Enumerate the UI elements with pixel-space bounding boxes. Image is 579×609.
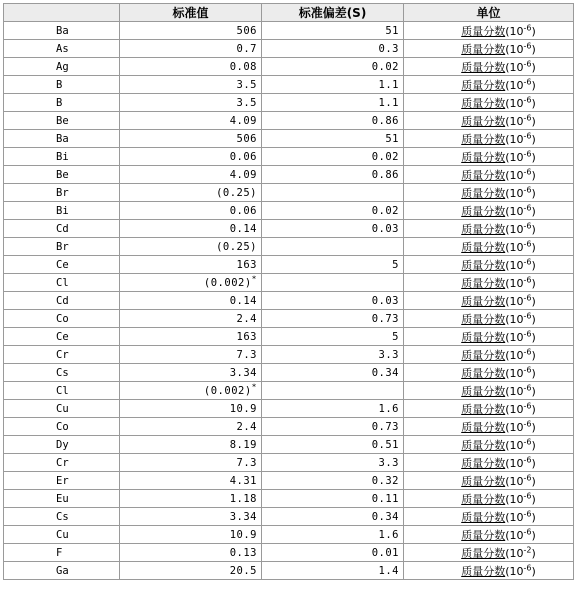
standard-deviation-cell: 0.01 <box>262 544 404 562</box>
unit-exponent: -6 <box>523 418 532 428</box>
standard-value-cell <box>120 256 262 274</box>
standard-value: 506 <box>236 24 257 37</box>
element-cell: Er <box>4 472 120 490</box>
standard-value: 2.4 <box>236 420 257 433</box>
unit-exponent: -6 <box>523 202 532 212</box>
table-row <box>4 526 574 544</box>
unit-cell: 质量分数$(10^{-6})$ <box>404 364 574 382</box>
unit-label: 质量分数 <box>461 222 506 236</box>
table-row <box>4 148 574 166</box>
element-cell: Co <box>4 310 120 328</box>
unit-label: 质量分数 <box>461 240 506 254</box>
standard-deviation-cell: 0.34 <box>262 508 404 526</box>
standard-value: 3.34 <box>229 366 257 379</box>
standard-value-cell <box>120 490 262 508</box>
standard-deviation-cell: 1.6 <box>262 400 404 418</box>
standard-value-cell <box>120 400 262 418</box>
unit-label: 质量分数 <box>461 456 506 470</box>
unit-label: 质量分数 <box>461 96 506 110</box>
table-row <box>4 112 574 130</box>
standard-value: 3.5 <box>236 78 257 91</box>
standard-value-cell <box>120 274 262 292</box>
unit-label: 质量分数 <box>461 546 506 560</box>
unit-cell: 质量分数$(10^{-6})$ <box>404 274 574 292</box>
standard-value: 4.09 <box>229 168 257 181</box>
unit-exponent: -6 <box>523 472 532 482</box>
standard-value: 3.34 <box>229 510 257 523</box>
table-row <box>4 184 574 202</box>
header-element <box>4 4 120 22</box>
unit-exponent: -6 <box>523 130 532 140</box>
table-row <box>4 202 574 220</box>
unit-cell: 质量分数$(10^{-6})$ <box>404 382 574 400</box>
unit-exponent: -2 <box>523 544 532 554</box>
unit-label: 质量分数 <box>461 564 506 578</box>
unit-cell: 质量分数$(10^{-6})$ <box>404 472 574 490</box>
unit-cell: 质量分数$(10^{-6})$ <box>404 292 574 310</box>
standard-deviation-cell: 0.86 <box>262 166 404 184</box>
standard-value: 7.3 <box>236 456 257 469</box>
standard-deviation-cell: 0.02 <box>262 58 404 76</box>
element-cell: Cu <box>4 526 120 544</box>
unit-exponent: -6 <box>523 508 532 518</box>
element-cell: Cr <box>4 454 120 472</box>
unit-label: 质量分数 <box>461 276 506 290</box>
unit-exponent: -6 <box>523 562 532 572</box>
unit-cell: 质量分数$(10^{-6})$ <box>404 220 574 238</box>
header-unit: 单位 <box>404 4 574 22</box>
standard-value: 506 <box>236 132 257 145</box>
unit-label: 质量分数 <box>461 330 506 344</box>
unit-cell: 质量分数$(10^{-6})$ <box>404 346 574 364</box>
standard-deviation-cell <box>262 382 404 400</box>
element-cell: Co <box>4 418 120 436</box>
unit-cell: 质量分数$(10^{-6})$ <box>404 130 574 148</box>
standard-value: 10.9 <box>229 528 257 541</box>
unit-label: 质量分数 <box>461 294 506 308</box>
standard-value: 0.7 <box>236 42 257 55</box>
standard-value: (0.25) <box>216 186 257 199</box>
table-row <box>4 328 574 346</box>
unit-cell: 质量分数$(10^{-6})$ <box>404 148 574 166</box>
standard-deviation-cell: 0.02 <box>262 148 404 166</box>
standard-deviation-cell: 0.34 <box>262 364 404 382</box>
standard-value-cell <box>120 310 262 328</box>
unit-exponent: -6 <box>523 166 532 176</box>
standard-deviation-cell: 0.51 <box>262 436 404 454</box>
element-cell: Cr <box>4 346 120 364</box>
standards-table <box>3 3 574 580</box>
standard-value-cell <box>120 346 262 364</box>
unit-exponent: -6 <box>523 238 532 248</box>
unit-label: 质量分数 <box>461 132 506 146</box>
unit-exponent: -6 <box>523 490 532 500</box>
standard-value: 163 <box>236 258 257 271</box>
element-cell: Cd <box>4 292 120 310</box>
element-cell: Dy <box>4 436 120 454</box>
unit-cell: 质量分数$(10^{-6})$ <box>404 238 574 256</box>
standard-value: (0.002) <box>203 384 252 397</box>
unit-cell: 质量分数$(10^{-6})$ <box>404 184 574 202</box>
table-row <box>4 58 574 76</box>
unit-exponent: -6 <box>523 274 532 284</box>
unit-exponent: -6 <box>523 292 532 302</box>
unit-cell: 质量分数$(10^{-6})$ <box>404 508 574 526</box>
table-row <box>4 292 574 310</box>
unit-exponent: -6 <box>523 76 532 86</box>
unit-exponent: -6 <box>523 526 532 536</box>
standard-value-cell <box>120 40 262 58</box>
unit-label: 质量分数 <box>461 204 506 218</box>
unit-label: 质量分数 <box>461 366 506 380</box>
table-row <box>4 508 574 526</box>
unit-cell: 质量分数$(10^{-6})$ <box>404 436 574 454</box>
unit-cell: 质量分数$(10^{-6})$ <box>404 76 574 94</box>
unit-label: 质量分数 <box>461 312 506 326</box>
unit-exponent: -6 <box>523 94 532 104</box>
unit-cell: 质量分数$(10^{-2})$ <box>404 544 574 562</box>
table-row <box>4 400 574 418</box>
table-row <box>4 40 574 58</box>
unit-exponent: -6 <box>523 22 532 32</box>
element-cell: Ce <box>4 328 120 346</box>
table-row <box>4 472 574 490</box>
element-cell: Ag <box>4 58 120 76</box>
standard-value: 20.5 <box>229 564 257 577</box>
table-row <box>4 256 574 274</box>
element-cell: F <box>4 544 120 562</box>
unit-exponent: -6 <box>523 148 532 158</box>
table-row <box>4 94 574 112</box>
standard-value: 8.19 <box>229 438 257 451</box>
standard-value: 10.9 <box>229 402 257 415</box>
unit-label: 质量分数 <box>461 492 506 506</box>
element-cell: Ga <box>4 562 120 580</box>
unit-label: 质量分数 <box>461 474 506 488</box>
element-cell: Bi <box>4 148 120 166</box>
unit-label: 质量分数 <box>461 78 506 92</box>
unit-exponent: -6 <box>523 310 532 320</box>
unit-label: 质量分数 <box>461 186 506 200</box>
unit-label: 质量分数 <box>461 348 506 362</box>
table-row <box>4 544 574 562</box>
element-cell: Cs <box>4 364 120 382</box>
standard-value-cell <box>120 454 262 472</box>
footnote-marker: * <box>251 382 257 391</box>
standard-deviation-cell: 51 <box>262 22 404 40</box>
standard-deviation-cell: 0.11 <box>262 490 404 508</box>
standard-value-cell <box>120 94 262 112</box>
table-row <box>4 310 574 328</box>
element-cell: Br <box>4 238 120 256</box>
standard-deviation-cell: 0.73 <box>262 310 404 328</box>
standard-deviation-cell: 51 <box>262 130 404 148</box>
standard-value-cell <box>120 238 262 256</box>
table-row <box>4 436 574 454</box>
table-row <box>4 274 574 292</box>
unit-exponent: -6 <box>523 400 532 410</box>
table-body <box>4 22 574 580</box>
unit-cell: 质量分数$(10^{-6})$ <box>404 562 574 580</box>
unit-cell: 质量分数$(10^{-6})$ <box>404 94 574 112</box>
standard-value: 1.18 <box>229 492 257 505</box>
standard-deviation-cell: 1.1 <box>262 76 404 94</box>
unit-label: 质量分数 <box>461 402 506 416</box>
standard-value-cell <box>120 220 262 238</box>
unit-exponent: -6 <box>523 256 532 266</box>
standard-value-cell <box>120 544 262 562</box>
element-cell: Ba <box>4 130 120 148</box>
standard-deviation-cell: 0.3 <box>262 40 404 58</box>
unit-exponent: -6 <box>523 382 532 392</box>
table-row <box>4 382 574 400</box>
header-row <box>4 4 574 22</box>
unit-exponent: -6 <box>523 436 532 446</box>
table-row <box>4 22 574 40</box>
table-row <box>4 346 574 364</box>
unit-cell: 质量分数$(10^{-6})$ <box>404 58 574 76</box>
unit-cell: 质量分数$(10^{-6})$ <box>404 418 574 436</box>
standard-value: 0.06 <box>229 204 257 217</box>
unit-cell: 质量分数$(10^{-6})$ <box>404 310 574 328</box>
standard-deviation-cell <box>262 238 404 256</box>
table-header <box>4 4 574 22</box>
standard-deviation-cell: 0.02 <box>262 202 404 220</box>
standard-deviation-cell: 1.4 <box>262 562 404 580</box>
standard-value: 0.14 <box>229 222 257 235</box>
unit-exponent: -6 <box>523 364 532 374</box>
unit-label: 质量分数 <box>461 168 506 182</box>
table-row <box>4 562 574 580</box>
footnote-marker: * <box>251 274 257 283</box>
standard-deviation-cell: 1.1 <box>262 94 404 112</box>
standard-value: 163 <box>236 330 257 343</box>
standard-deviation-cell: 1.6 <box>262 526 404 544</box>
unit-label: 质量分数 <box>461 384 506 398</box>
standard-value-cell <box>120 436 262 454</box>
standard-deviation-cell: 0.03 <box>262 292 404 310</box>
standard-value-cell <box>120 148 262 166</box>
standard-deviation-cell: 5 <box>262 256 404 274</box>
unit-label: 质量分数 <box>461 528 506 542</box>
standard-value: 3.5 <box>236 96 257 109</box>
header-standard-deviation: 标准偏差(S) <box>262 4 404 22</box>
unit-cell: 质量分数$(10^{-6})$ <box>404 400 574 418</box>
standard-value: (0.002) <box>203 276 252 289</box>
standard-deviation-cell: 0.73 <box>262 418 404 436</box>
element-cell: Be <box>4 112 120 130</box>
unit-exponent: -6 <box>523 112 532 122</box>
unit-label: 质量分数 <box>461 438 506 452</box>
unit-label: 质量分数 <box>461 510 506 524</box>
table-row <box>4 130 574 148</box>
unit-cell: 质量分数$(10^{-6})$ <box>404 454 574 472</box>
table-row <box>4 76 574 94</box>
element-cell: Be <box>4 166 120 184</box>
unit-cell: 质量分数$(10^{-6})$ <box>404 202 574 220</box>
standard-deviation-cell: 5 <box>262 328 404 346</box>
element-cell: Eu <box>4 490 120 508</box>
unit-label: 质量分数 <box>461 258 506 272</box>
standard-value: 2.4 <box>236 312 257 325</box>
standard-value-cell <box>120 112 262 130</box>
unit-label: 质量分数 <box>461 150 506 164</box>
table-row <box>4 454 574 472</box>
unit-exponent: -6 <box>523 220 532 230</box>
table-row <box>4 364 574 382</box>
standard-value-cell <box>120 364 262 382</box>
element-cell: Cs <box>4 508 120 526</box>
standard-value: (0.25) <box>216 240 257 253</box>
standard-value-cell <box>120 328 262 346</box>
standard-value-cell <box>120 508 262 526</box>
unit-cell: 质量分数$(10^{-6})$ <box>404 166 574 184</box>
element-cell: Ce <box>4 256 120 274</box>
element-cell: Ba <box>4 22 120 40</box>
standard-value-cell <box>120 76 262 94</box>
unit-cell: 质量分数$(10^{-6})$ <box>404 328 574 346</box>
header-standard-value: 标准值 <box>120 4 262 22</box>
standard-value-cell <box>120 22 262 40</box>
standard-value-cell <box>120 58 262 76</box>
table-row <box>4 490 574 508</box>
unit-exponent: -6 <box>523 184 532 194</box>
standard-value: 0.06 <box>229 150 257 163</box>
unit-label: 质量分数 <box>461 60 506 74</box>
standard-value-cell <box>120 166 262 184</box>
unit-exponent: -6 <box>523 346 532 356</box>
standard-deviation-cell: 0.86 <box>262 112 404 130</box>
standard-value-cell <box>120 202 262 220</box>
unit-cell: 质量分数$(10^{-6})$ <box>404 112 574 130</box>
unit-exponent: -6 <box>523 328 532 338</box>
unit-exponent: -6 <box>523 454 532 464</box>
element-cell: Cl <box>4 382 120 400</box>
standard-value-cell <box>120 562 262 580</box>
element-cell: Cu <box>4 400 120 418</box>
element-cell: B <box>4 76 120 94</box>
element-cell: Bi <box>4 202 120 220</box>
unit-label: 质量分数 <box>461 114 506 128</box>
unit-cell: 质量分数$(10^{-6})$ <box>404 490 574 508</box>
unit-label: 质量分数 <box>461 24 506 38</box>
standard-value-cell <box>120 418 262 436</box>
standard-value: 0.14 <box>229 294 257 307</box>
table-row <box>4 418 574 436</box>
standard-value-cell <box>120 292 262 310</box>
standard-value-cell <box>120 472 262 490</box>
standard-deviation-cell: 3.3 <box>262 346 404 364</box>
standard-value-cell <box>120 382 262 400</box>
element-cell: B <box>4 94 120 112</box>
table-row <box>4 220 574 238</box>
unit-cell: 质量分数$(10^{-6})$ <box>404 40 574 58</box>
standard-deviation-cell: 3.3 <box>262 454 404 472</box>
element-cell: As <box>4 40 120 58</box>
element-cell: Cl <box>4 274 120 292</box>
unit-exponent: -6 <box>523 40 532 50</box>
standard-value: 4.09 <box>229 114 257 127</box>
unit-cell: 质量分数$(10^{-6})$ <box>404 256 574 274</box>
table-row <box>4 238 574 256</box>
standard-value: 0.13 <box>229 546 257 559</box>
standard-deviation-cell <box>262 184 404 202</box>
unit-label: 质量分数 <box>461 42 506 56</box>
standard-value: 7.3 <box>236 348 257 361</box>
standard-value: 0.08 <box>229 60 257 73</box>
unit-cell: 质量分数$(10^{-6})$ <box>404 22 574 40</box>
unit-label: 质量分数 <box>461 420 506 434</box>
unit-cell: 质量分数$(10^{-6})$ <box>404 526 574 544</box>
standard-deviation-cell: 0.32 <box>262 472 404 490</box>
standard-deviation-cell: 0.03 <box>262 220 404 238</box>
standard-deviation-cell <box>262 274 404 292</box>
standard-value: 4.31 <box>229 474 257 487</box>
table-row <box>4 166 574 184</box>
standard-value-cell <box>120 184 262 202</box>
element-cell: Br <box>4 184 120 202</box>
element-cell: Cd <box>4 220 120 238</box>
standard-value-cell <box>120 526 262 544</box>
standard-value-cell <box>120 130 262 148</box>
unit-exponent: -6 <box>523 58 532 68</box>
